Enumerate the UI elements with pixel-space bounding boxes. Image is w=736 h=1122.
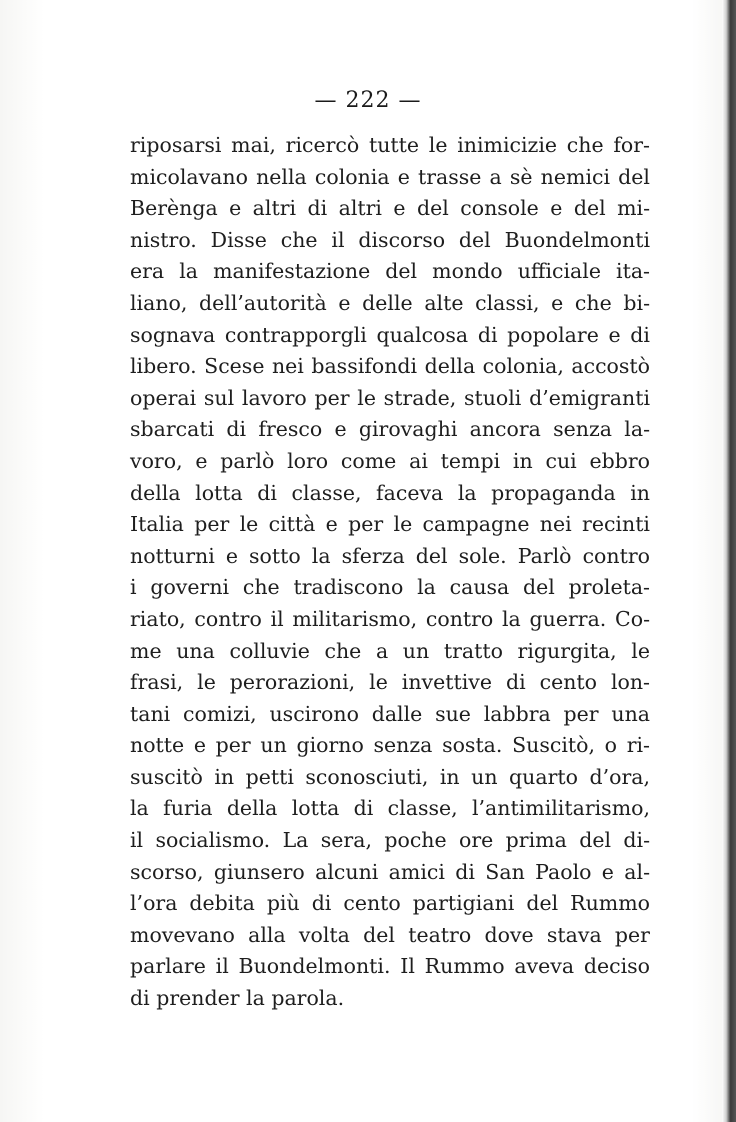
text-line: Italia per le città e per le campagne nei recinti <box>130 512 650 537</box>
body-text <box>130 130 650 1015</box>
text-line: i governi che tradiscono la causa del proleta- <box>130 575 650 600</box>
text-line: riato, contro il militarismo, contro la guerra. Co- <box>130 606 650 631</box>
text-line: frasi, le perorazioni, le invettive di cento lon- <box>130 670 650 695</box>
page-number: — 222 — <box>314 88 422 113</box>
text-line: di prender la parola. <box>130 986 345 1011</box>
text-line: Berènga e altri di altri e del console e del mi- <box>130 196 650 221</box>
text-line: operai sul lavoro per le strade, stuoli d’emigranti <box>130 385 650 410</box>
text-line: notturni e sotto la sferza del sole. Parlò contro <box>130 543 650 568</box>
text-line: micolavano nella colonia e trasse a sè nemici del <box>130 164 650 189</box>
text-line: sognava contrapporgli qualcosa di popolare e di <box>130 322 650 347</box>
text-line: movevano alla volta del teatro dove stava per <box>130 922 650 947</box>
text-line: parlare il Buondelmonti. Il Rummo aveva deciso <box>130 954 650 979</box>
text-line: nistro. Disse che il discorso del Buondelmonti <box>130 227 650 252</box>
text-line: della lotta di classe, faceva la propaganda in <box>130 480 650 505</box>
text-line: sbarcati di fresco e girovaghi ancora senza la- <box>130 417 650 442</box>
text-line: il socialismo. La sera, poche ore prima del di- <box>130 828 650 853</box>
text-line: la furia della lotta di classe, l’antimilitarismo, <box>130 796 650 821</box>
text-line: scorso, giunsero alcuni amici di San Paolo e al- <box>130 859 650 884</box>
text-line: suscitò in petti sconosciuti, in un quarto d’ora, <box>130 764 650 789</box>
text-line: voro, e parlò loro come ai tempi in cui ebbro <box>130 448 650 473</box>
text-line: notte e per un giorno senza sosta. Suscitò, o ri- <box>130 733 650 758</box>
text-line: me una colluvie che a un tratto rigurgita, le <box>130 638 650 663</box>
text-line: tani comizi, uscirono dalle sue labbra per una <box>130 701 650 726</box>
text-line: l’ora debita più di cento partigiani del Rummo <box>130 891 650 916</box>
text-line: riposarsi mai, ricercò tutte le inimicizie che for- <box>130 133 650 157</box>
text-line: era la manifestazione del mondo ufficiale ita- <box>130 259 650 284</box>
page-edge-shadow <box>722 0 736 1122</box>
text-line: liano, dell’autorità e delle alte classi, e che bi- <box>130 290 650 315</box>
text-line: libero. Scese nei bassifondi della colonia, accostò <box>130 354 650 379</box>
